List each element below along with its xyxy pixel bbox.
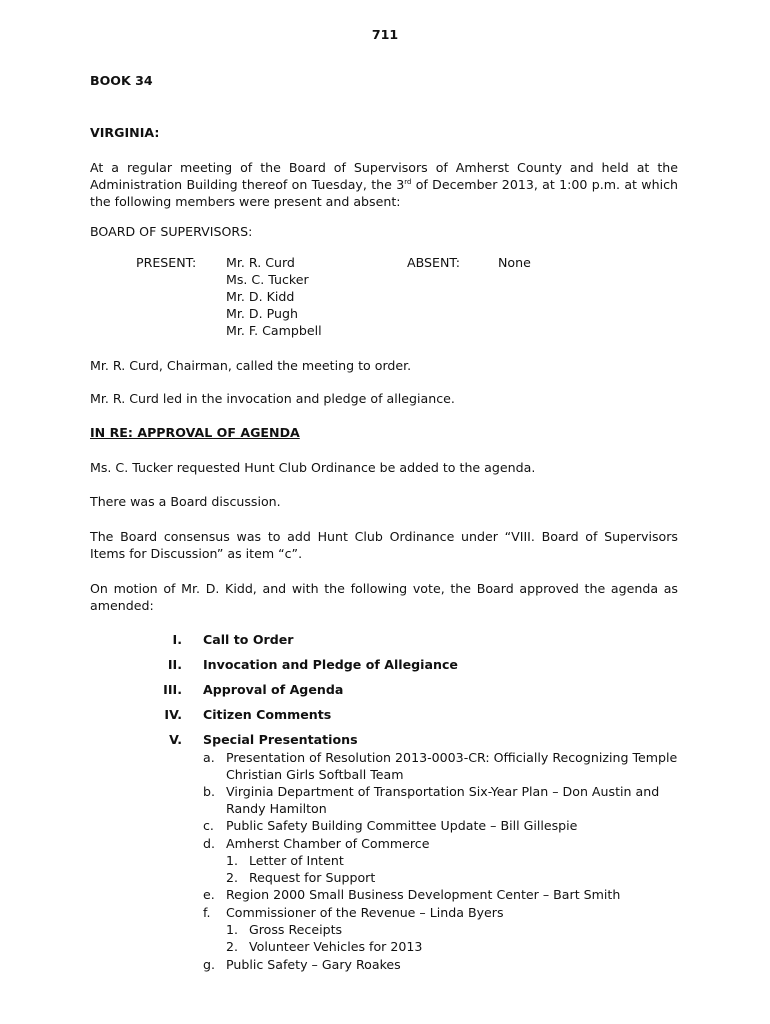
subitem-letter: b. <box>203 784 215 799</box>
agenda-numeral: IV. <box>164 707 182 722</box>
agenda-numeral: V. <box>169 732 182 747</box>
page-number: 711 <box>371 27 399 42</box>
agenda-item-title: Call to Order <box>203 632 294 647</box>
present-member: Mr. F. Campbell <box>226 323 322 338</box>
tucker-request-text: Ms. C. Tucker requested Hunt Club Ordinance be added to the agenda. <box>90 460 536 475</box>
subitem-text: Public Safety – Gary Roakes <box>226 957 401 972</box>
nested-item-text: Request for Support <box>249 870 376 885</box>
subitem-letter: e. <box>203 887 215 902</box>
book-label: BOOK 34 <box>90 73 153 88</box>
present-member: Mr. D. Pugh <box>226 306 298 321</box>
motion-paragraph: On motion of Mr. D. Kidd, and with the following vote, the Board approved the agenda as amended: <box>90 581 678 613</box>
agenda-numeral: III. <box>163 682 182 697</box>
absent-value: None <box>498 255 531 270</box>
agenda-numeral: I. <box>172 632 182 647</box>
agenda-numeral: II. <box>167 657 182 672</box>
called-to-order-text: Mr. R. Curd, Chairman, called the meeting to order. <box>90 358 412 373</box>
subitem-letter: g. <box>203 957 215 972</box>
nested-item-text: Letter of Intent <box>249 853 344 868</box>
absent-label: ABSENT: <box>407 255 460 270</box>
subitem-text: Presentation of Resolution 2013-0003-CR: Officially Recognizing Temple Christian Girls Softball Team <box>226 750 678 782</box>
subitem-text: Commissioner of the Revenue – Linda Byers <box>226 905 504 920</box>
nested-item-number: 2. <box>226 939 239 954</box>
invocation-text: Mr. R. Curd led in the invocation and pledge of allegiance. <box>90 391 455 406</box>
subitem-letter: c. <box>203 818 214 833</box>
subitem-letter: a. <box>203 750 215 765</box>
agenda-item-title: Citizen Comments <box>203 707 332 722</box>
subitem-text: Public Safety Building Committee Update – Bill Gillespie <box>226 818 578 833</box>
subitem-letter: d. <box>203 836 215 851</box>
subitem-text: Virginia Department of Transportation Six-Year Plan – Don Austin and Randy Hamilton <box>226 784 660 816</box>
agenda-item-title: Special Presentations <box>203 732 358 747</box>
agenda-item-title: Approval of Agenda <box>203 682 344 697</box>
nested-item-text: Volunteer Vehicles for 2013 <box>249 939 423 954</box>
discussion-text: There was a Board discussion. <box>90 494 281 509</box>
intro-paragraph: At a regular meeting of the Board of Supervisors of Amherst County and held at the Administration Building thereof on Tuesday, the 3rd of December 2013, at 1:00 p.m. at which the following members were present and absent: <box>90 160 678 209</box>
consensus-paragraph: The Board consensus was to add Hunt Club Ordinance under “VIII. Board of Supervisors Items for Discussion” as item “c”. <box>90 529 678 561</box>
state-label: VIRGINIA: <box>90 125 160 140</box>
subitem-text: Region 2000 Small Business Development Center – Bart Smith <box>226 887 621 902</box>
nested-item-number: 2. <box>226 870 239 885</box>
present-member: Ms. C. Tucker <box>226 272 309 287</box>
agenda-item-title: Invocation and Pledge of Allegiance <box>203 657 458 672</box>
nested-item-text: Gross Receipts <box>249 922 343 937</box>
nested-item-number: 1. <box>226 922 239 937</box>
present-member: Mr. D. Kidd <box>226 289 295 304</box>
present-label: PRESENT: <box>136 255 197 270</box>
present-member: Mr. R. Curd <box>226 255 295 270</box>
subitem-letter: f. <box>203 905 211 920</box>
board-label: BOARD OF SUPERVISORS: <box>90 224 253 239</box>
section-heading: IN RE: APPROVAL OF AGENDA <box>90 425 300 440</box>
subitem-text: Amherst Chamber of Commerce <box>226 836 430 851</box>
nested-item-number: 1. <box>226 853 239 868</box>
